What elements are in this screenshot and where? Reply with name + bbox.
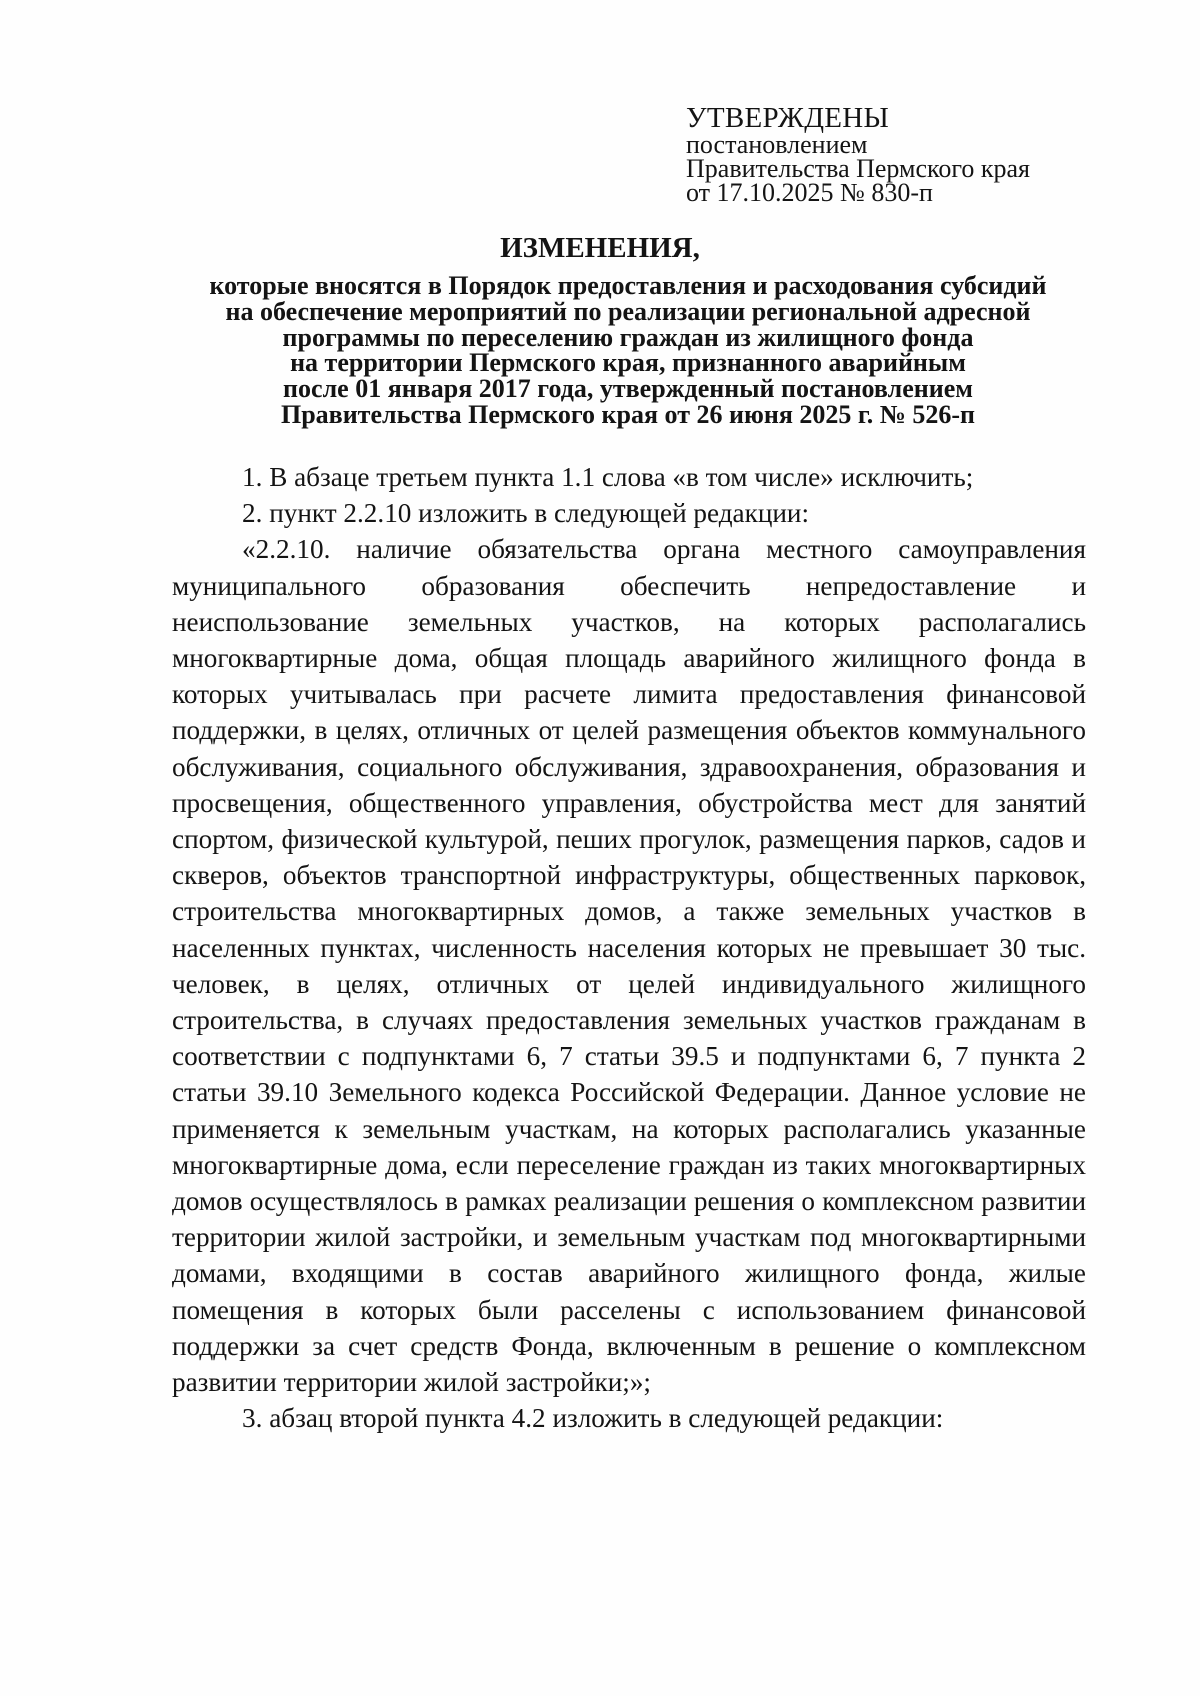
document-body [172, 459, 1086, 1436]
paragraph-item-1: 1. В абзаце третьем пункта 1.1 слова «в том числе» исключить; [242, 462, 974, 492]
approval-line: постановлением [686, 130, 868, 159]
approval-line: от 17.10.2025 № 830-п [686, 178, 933, 207]
document-subtitle [170, 273, 1086, 428]
subtitle-line: программы по переселению граждан из жилищного фонда [282, 322, 974, 352]
approval-heading: УТВЕРЖДЕНЫ [686, 102, 890, 134]
paragraph-item-3: 3. абзац второй пункта 4.2 изложить в следующей редакции: [242, 1403, 944, 1434]
approval-stamp-block [686, 103, 1030, 205]
paragraph-item-2: 2. пункт 2.2.10 изложить в следующей редакции: [242, 498, 810, 529]
paragraph-quoted-2-2-10: «2.2.10. наличие обязательства органа местного самоуправления муниципального образования обеспечить непредоставление и неиспользование земельных участков, на которых располагались многоквартирные дома, общая площадь аварийного жилищного фонда в которых учитывалась при расчете лимита предоставления финансовой поддержки, в целях, отличных от целей размещения объектов коммунального обслуживания, социального обслуживания, здравоохранения, образования и просвещения, общественного управления, обустройства мест для занятий спортом, физической культурой, пеших прогулок, размещения парков, садов и скверов, объектов транспортной инфраструктуры, общественных парковок, строительства многоквартирных домов, а также земельных участков в населенных пунктах, численность населения которых не превышает 30 тыс. человек, в целях, отличных от целей индивидуального жилищного строительства, в случаях предоставления земельных участков гражданам в соответствии с подпунктами 6, 7 статьи 39.5 и подпунктами 6, 7 пункта 2 статьи 39.10 Земельного кодекса Российской Федерации. Данное условие не применяется к земельным участкам, на которых располагались указанные многоквартирные дома, если переселение граждан из таких многоквартирных домов осуществлялось в рамках реализации решения о комплексном развитии территории жилой застройки, и земельным участкам под многоквартирными домами, входящими в состав аварийного жилищного фонда, жилые помещения в которых были расселены с использованием финансовой поддержки за счет средств Фонда, включенным в решение о комплексном развитии территории жилой застройки;»; [172, 534, 1086, 1398]
subtitle-line: которые вносятся в Порядок предоставления и расходования субсидий [209, 271, 1047, 300]
subtitle-line: после 01 января 2017 года, утвержденный постановлением [283, 374, 973, 404]
approval-line: Правительства Пермского края [686, 154, 1030, 183]
document-title: ИЗМЕНЕНИЯ, [500, 232, 700, 264]
subtitle-line: на обеспечение мероприятий по реализации региональной адресной [225, 296, 1031, 326]
subtitle-line: на территории Пермского края, признанного аварийным [290, 348, 966, 378]
subtitle-line: Правительства Пермского края от 26 июня 2025 г. № 526-п [280, 399, 976, 429]
